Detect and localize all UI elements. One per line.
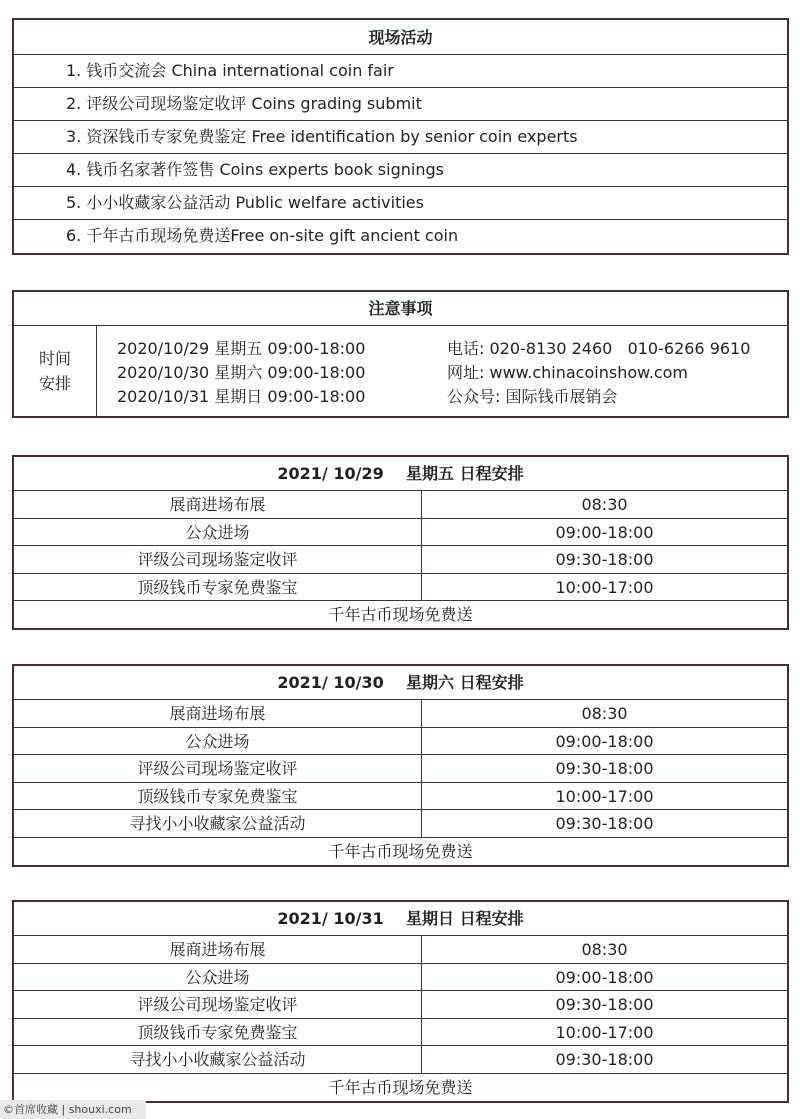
notes-box — [12, 290, 789, 418]
schedule-event: 展商进场布展 — [14, 936, 422, 963]
schedule-time: 09:30-18:00 — [555, 1050, 654, 1069]
schedule-box-day3 — [12, 900, 789, 1103]
schedule-event: 展商进场布展 — [14, 491, 422, 518]
schedule-event: 寻找小小收藏家公益活动 — [14, 1046, 422, 1073]
time-row: 2020/10/31 星期日 09:00-18:00 — [117, 387, 366, 406]
schedule-title: 2021/ 10/30 星期六 日程安排 — [14, 666, 787, 700]
contact-website: 网址: www.chinacoinshow.com — [447, 363, 688, 382]
schedule-time: 08:30 — [581, 940, 628, 959]
schedule-event: 公众进场 — [14, 519, 422, 546]
time-arrangement-label — [14, 326, 97, 416]
schedule-time: 09:30-18:00 — [555, 995, 654, 1014]
schedule-row — [14, 728, 787, 756]
schedule-box-day1 — [12, 455, 789, 630]
schedule-row — [14, 491, 787, 519]
schedule-event: 公众进场 — [14, 728, 422, 755]
schedule-event: 顶级钱币专家免费鉴宝 — [14, 783, 422, 810]
schedule-event: 顶级钱币专家免费鉴宝 — [14, 574, 422, 601]
schedule-time: 09:30-18:00 — [555, 814, 654, 833]
schedule-row — [14, 936, 787, 964]
activities-title: 现场活动 — [14, 20, 787, 55]
schedule-event: 寻找小小收藏家公益活动 — [14, 810, 422, 837]
activity-item-3: 3. 资深钱币专家免费鉴定 Free identification by senior coin experts — [14, 121, 787, 154]
schedule-time: 09:00-18:00 — [555, 522, 654, 542]
schedule-time: 09:30-18:00 — [555, 550, 654, 569]
schedule-row — [14, 783, 787, 811]
activity-item-5: 5. 小小收藏家公益活动 Public welfare activities — [14, 187, 787, 220]
schedule-event: 评级公司现场鉴定收评 — [14, 991, 422, 1018]
schedule-row — [14, 1019, 787, 1047]
watermark: ©首席收藏 | shouxi.com — [0, 1100, 146, 1119]
activity-item-1: 1. 钱币交流会 China international coin fair — [14, 55, 787, 88]
notes-title: 注意事项 — [14, 292, 787, 326]
schedule-row — [14, 755, 787, 783]
schedule-time: 10:00-17:00 — [555, 577, 654, 597]
schedule-time: 10:00-17:00 — [555, 786, 654, 806]
activities-box — [12, 18, 789, 255]
activity-item-6: 6. 千年古币现场免费送Free on-site gift ancient coin — [66, 226, 459, 245]
schedule-row — [14, 964, 787, 992]
schedule-row — [14, 546, 787, 574]
activity-item-4: 4. 钱币名家著作签售 Coins experts book signings — [14, 154, 787, 187]
schedule-event: 展商进场布展 — [14, 700, 422, 727]
schedule-time: 08:30 — [581, 495, 628, 514]
schedule-row — [14, 1046, 787, 1074]
time-label-line2: 安排 — [38, 374, 71, 393]
schedule-time: 09:30-18:00 — [555, 759, 654, 778]
schedule-row — [14, 519, 787, 547]
schedule-time: 08:30 — [581, 704, 628, 723]
schedule-box-day2 — [12, 664, 789, 867]
schedule-row — [14, 810, 787, 838]
schedule-time: 10:00-17:00 — [555, 1022, 654, 1042]
schedule-event: 顶级钱币专家免费鉴宝 — [14, 1019, 422, 1046]
schedule-row — [14, 991, 787, 1019]
activity-item-2: 2. 评级公司现场鉴定收评 Coins grading submit — [14, 88, 787, 121]
notes-contacts — [447, 326, 750, 416]
schedule-footer: 千年古币现场免费送 — [328, 605, 473, 624]
time-row: 2020/10/30 星期六 09:00-18:00 — [117, 363, 366, 382]
notes-body — [14, 326, 787, 416]
schedule-footer: 千年古币现场免费送 — [328, 1077, 473, 1097]
schedule-time: 09:00-18:00 — [555, 731, 654, 751]
schedule-title: 2021/ 10/29 星期五 日程安排 — [14, 457, 787, 491]
schedule-row — [14, 700, 787, 728]
schedule-event: 公众进场 — [14, 964, 422, 991]
schedule-event: 评级公司现场鉴定收评 — [14, 546, 422, 573]
notes-times — [97, 326, 447, 416]
schedule-time: 09:00-18:00 — [555, 967, 654, 987]
schedule-row — [14, 574, 787, 602]
contact-phone: 电话: 020-8130 2460 010-6266 9610 — [447, 339, 751, 358]
time-row: 2020/10/29 星期五 09:00-18:00 — [117, 339, 366, 358]
schedule-footer: 千年古币现场免费送 — [328, 841, 473, 861]
time-label-line1: 时间 — [38, 349, 71, 368]
schedule-title: 2021/ 10/31 星期日 日程安排 — [14, 902, 787, 936]
schedule-event: 评级公司现场鉴定收评 — [14, 755, 422, 782]
contact-wechat: 公众号: 国际钱币展销会 — [447, 387, 618, 406]
